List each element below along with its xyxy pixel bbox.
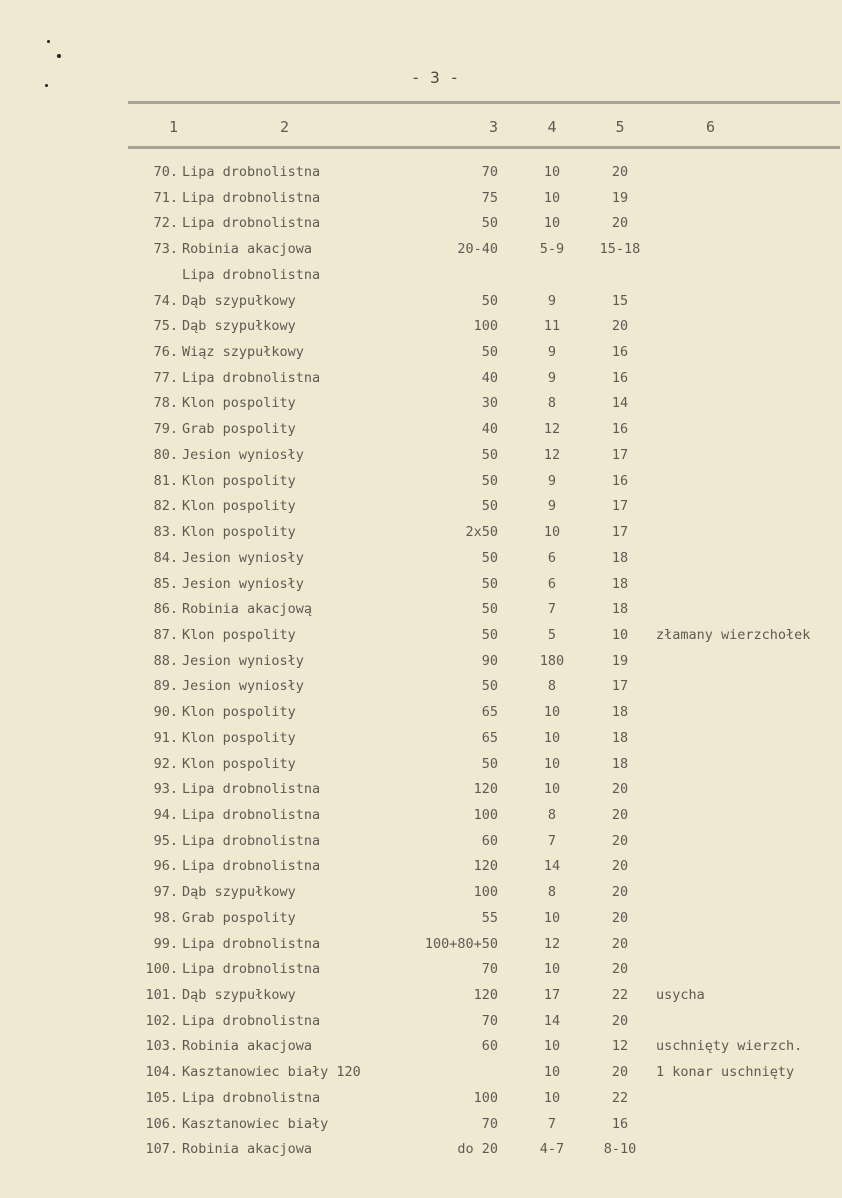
species-name: Jesion wyniosły — [182, 678, 304, 695]
col-3-value: 120 — [473, 781, 498, 798]
table-row — [0, 987, 842, 1009]
header-col-2: 2 — [280, 118, 290, 136]
species-name: Robinia akacjowa — [182, 1038, 313, 1055]
col-4-value: 10 — [543, 189, 561, 206]
col-4-value: 10 — [543, 164, 561, 180]
col-3-value: 40 — [481, 421, 498, 438]
species-name: Klon pospolity — [182, 524, 296, 541]
header-col-4: 4 — [547, 118, 557, 136]
table-header — [0, 118, 842, 140]
row-number: 92. — [153, 755, 178, 772]
row-number: 86. — [153, 601, 178, 618]
col-5-value: 20 — [611, 318, 629, 335]
row-number: 78. — [153, 395, 178, 412]
col-4-value: 7 — [547, 832, 557, 849]
species-name: Dąb szypułkowy — [182, 987, 296, 1004]
table-row — [0, 318, 842, 340]
col-5-value: 18 — [611, 549, 629, 566]
table-row — [0, 215, 842, 237]
table-row — [0, 653, 842, 675]
row-number: 97. — [153, 884, 178, 901]
table-row — [0, 1038, 842, 1060]
table-row — [0, 1064, 842, 1086]
col-4-value: 9 — [547, 472, 557, 489]
table-row — [0, 1141, 842, 1163]
col-4-value: 10 — [543, 781, 561, 798]
table-row — [0, 576, 842, 598]
row-number: 88. — [153, 652, 178, 669]
row-number: 94. — [153, 807, 178, 823]
species-name: Lipa drobnolistna — [182, 832, 321, 849]
col-4-value: 10 — [543, 1064, 561, 1081]
col-3-value: 50 — [481, 601, 498, 618]
row-number: 72. — [153, 215, 178, 232]
col-3-value: 70 — [481, 164, 498, 180]
row-number: 87. — [153, 626, 178, 643]
col-4-value: 9 — [547, 498, 557, 515]
col-3-value: 40 — [481, 369, 498, 386]
col-4-value: 14 — [543, 1012, 561, 1029]
species-name: Lipa drobnolistna — [182, 781, 321, 798]
remarks: złamany wierzchołek — [656, 626, 811, 643]
species-name: Kasztanowiec biały 120 — [182, 1064, 361, 1081]
species-name: Jesion wyniosły — [182, 652, 304, 669]
col-5-value: 20 — [611, 858, 629, 875]
row-number: 82. — [153, 498, 178, 515]
col-3-value: 30 — [481, 395, 498, 412]
col-4-value: 9 — [547, 292, 557, 309]
col-4-value: 5-9 — [539, 241, 565, 258]
row-number: 98. — [153, 909, 178, 926]
col-5-value: 18 — [611, 704, 629, 721]
col-3-value: 90 — [481, 652, 498, 669]
header-col-1: 1 — [168, 118, 178, 136]
col-3-value: 100+80+50 — [424, 935, 498, 952]
species-name: Lipa drobnolistna — [182, 369, 321, 386]
row-number: 107. — [145, 1141, 178, 1158]
row-number: 99. — [153, 935, 178, 952]
col-5-value: 20 — [611, 1012, 629, 1029]
col-5-value: 20 — [611, 884, 629, 901]
table-row — [0, 756, 842, 778]
row-number: 73. — [153, 241, 178, 258]
species-name: Grab pospolity — [182, 421, 296, 438]
row-number: 77. — [153, 369, 178, 386]
speck — [57, 54, 61, 58]
row-number: 81. — [153, 472, 178, 489]
col-3-value: 120 — [473, 858, 498, 875]
species-name: Lipa drobnolistna — [182, 164, 321, 180]
row-number: 95. — [153, 832, 178, 849]
table-row — [0, 1116, 842, 1138]
col-5-value: 16 — [611, 1115, 629, 1132]
species-name: Lipa drobnolistna — [182, 858, 321, 875]
table-row — [0, 241, 842, 263]
col-5-value: 20 — [611, 807, 629, 823]
table-row — [0, 884, 842, 906]
header-col-3: 3 — [488, 118, 498, 136]
col-4-value: 5 — [547, 626, 557, 643]
species-name: Lipa drobnolistna — [182, 215, 321, 232]
row-number: 83. — [153, 524, 178, 541]
col-3-value: 100 — [473, 1089, 498, 1106]
table-row — [0, 730, 842, 752]
species-name: Lipa drobnolistna — [182, 1089, 321, 1106]
col-5-value: 18 — [611, 729, 629, 746]
species-name: Klon pospolity — [182, 395, 296, 412]
col-4-value: 10 — [543, 961, 561, 978]
table-row — [0, 498, 842, 520]
species-name: Jesion wyniosły — [182, 446, 304, 463]
table-row — [0, 164, 842, 186]
remarks: 1 konar uschnięty — [656, 1064, 795, 1081]
table-row — [0, 524, 842, 546]
remarks: uschnięty wierzch. — [656, 1038, 803, 1055]
col-4-value: 11 — [543, 318, 561, 335]
col-5-value: 19 — [611, 652, 629, 669]
col-3-value: 50 — [481, 549, 498, 566]
col-5-value: 16 — [611, 421, 629, 438]
species-name: Lipa drobnolistna — [182, 1012, 321, 1029]
col-4-value: 8 — [547, 395, 557, 412]
row-number: 85. — [153, 575, 178, 592]
table-row — [0, 678, 842, 700]
row-number: 79. — [153, 421, 178, 438]
col-5-value: 17 — [611, 524, 629, 541]
col-4-value: 10 — [543, 524, 561, 541]
col-5-value: 12 — [611, 1038, 629, 1055]
row-number: 102. — [145, 1012, 178, 1029]
table-row — [0, 910, 842, 932]
col-3-value: 50 — [481, 215, 498, 232]
row-number: 74. — [153, 292, 178, 309]
col-5-value: 18 — [611, 601, 629, 618]
table-row — [0, 807, 842, 829]
table-header-rule — [128, 146, 840, 149]
col-4-value: 180 — [539, 652, 565, 669]
col-5-value: 18 — [611, 755, 629, 772]
col-4-value: 8 — [547, 807, 557, 823]
header-col-6: 6 — [706, 118, 716, 136]
col-5-value: 17 — [611, 446, 629, 463]
col-4-value: 10 — [543, 729, 561, 746]
row-number: 75. — [153, 318, 178, 335]
table-row — [0, 833, 842, 855]
col-3-value: 50 — [481, 344, 498, 361]
table-row — [0, 858, 842, 880]
col-3-value: 70 — [481, 1115, 498, 1132]
row-number: 105. — [145, 1089, 178, 1106]
col-3-value: 75 — [481, 189, 498, 206]
col-3-value: 20-40 — [457, 241, 498, 258]
col-4-value: 10 — [543, 1038, 561, 1055]
table-row — [0, 370, 842, 392]
col-4-value: 17 — [543, 987, 561, 1004]
table-row — [0, 1090, 842, 1112]
species-name: Robinia akacjowa — [182, 241, 313, 258]
row-number: 71. — [153, 189, 178, 206]
col-5-value: 20 — [611, 935, 629, 952]
col-4-value: 4-7 — [539, 1141, 565, 1158]
col-5-value: 16 — [611, 369, 629, 386]
species-name: Dąb szypułkowy — [182, 292, 296, 309]
species-name: Klon pospolity — [182, 472, 296, 489]
species-name: Klon pospolity — [182, 729, 296, 746]
col-4-value: 7 — [547, 601, 557, 618]
speck — [47, 40, 50, 43]
col-4-value: 6 — [547, 549, 557, 566]
col-5-value: 19 — [611, 189, 629, 206]
col-3-value: 70 — [481, 961, 498, 978]
col-3-value: 55 — [481, 909, 498, 926]
col-4-value: 6 — [547, 575, 557, 592]
col-5-value: 20 — [611, 832, 629, 849]
col-5-value: 15-18 — [599, 241, 641, 258]
col-4-value: 10 — [543, 909, 561, 926]
col-3-value: 120 — [473, 987, 498, 1004]
species-name: Jesion wyniosły — [182, 575, 304, 592]
row-number: 90. — [153, 704, 178, 721]
col-5-value: 20 — [611, 164, 629, 180]
col-5-value: 20 — [611, 961, 629, 978]
table-top-rule — [128, 101, 840, 104]
col-4-value: 12 — [543, 446, 561, 463]
species-name: Jesion wyniosły — [182, 549, 304, 566]
col-3-value: 100 — [473, 884, 498, 901]
row-number: 70. — [153, 164, 178, 180]
col-3-value: 65 — [481, 704, 498, 721]
col-3-value: 100 — [473, 318, 498, 335]
row-number: 89. — [153, 678, 178, 695]
species-name: Robinia akacjową — [182, 601, 313, 618]
col-5-value: 22 — [611, 987, 629, 1004]
row-number: 104. — [145, 1064, 178, 1081]
table-row — [0, 601, 842, 623]
col-3-value: 70 — [481, 1012, 498, 1029]
col-5-value: 17 — [611, 678, 629, 695]
species-name: Kasztanowiec biały — [182, 1115, 329, 1132]
col-3-value: 50 — [481, 678, 498, 695]
row-number: 84. — [153, 549, 178, 566]
col-5-value: 16 — [611, 344, 629, 361]
table-row — [0, 961, 842, 983]
species-name: Wiąz szypułkowy — [182, 344, 304, 361]
speck — [45, 84, 48, 87]
species-name: Robinia akacjowa — [182, 1141, 313, 1158]
table-row — [0, 447, 842, 469]
table-row — [0, 267, 842, 289]
table-row — [0, 781, 842, 803]
row-number: 76. — [153, 344, 178, 361]
col-3-value: 50 — [481, 755, 498, 772]
col-3-value: 50 — [481, 472, 498, 489]
species-name: Lipa drobnolistna — [182, 807, 321, 823]
remarks: usycha — [656, 987, 705, 1004]
col-3-value: 100 — [473, 807, 498, 823]
table-row — [0, 704, 842, 726]
col-4-value: 12 — [543, 935, 561, 952]
table-row — [0, 421, 842, 443]
species-name: Dąb szypułkowy — [182, 884, 296, 901]
col-5-value: 20 — [611, 909, 629, 926]
row-number: 106. — [145, 1115, 178, 1132]
col-3-value: 65 — [481, 729, 498, 746]
header-col-5: 5 — [615, 118, 625, 136]
col-3-value: 2x50 — [465, 524, 498, 541]
species-name: Lipa drobnolistna — [182, 935, 321, 952]
row-number: 100. — [145, 961, 178, 978]
col-5-value: 22 — [611, 1089, 629, 1106]
table-row — [0, 1013, 842, 1035]
table-row — [0, 473, 842, 495]
species-name: Lipa drobnolistna — [182, 266, 321, 283]
table-row — [0, 936, 842, 958]
col-5-value: 17 — [611, 498, 629, 515]
row-number: 103. — [145, 1038, 178, 1055]
col-3-value: 60 — [481, 1038, 498, 1055]
species-name: Lipa drobnolistna — [182, 961, 321, 978]
species-name: Lipa drobnolistna — [182, 189, 321, 206]
col-4-value: 10 — [543, 755, 561, 772]
col-4-value: 8 — [547, 884, 557, 901]
table-row — [0, 190, 842, 212]
species-name: Grab pospolity — [182, 909, 296, 926]
species-name: Dąb szypułkowy — [182, 318, 296, 335]
col-4-value: 12 — [543, 421, 561, 438]
col-4-value: 7 — [547, 1115, 557, 1132]
table-row — [0, 627, 842, 649]
col-3-value: 50 — [481, 575, 498, 592]
col-4-value: 10 — [543, 1089, 561, 1106]
col-5-value: 14 — [611, 395, 629, 412]
species-name: Klon pospolity — [182, 755, 296, 772]
page-number: - 3 - — [410, 68, 460, 87]
col-3-value: 50 — [481, 292, 498, 309]
col-4-value: 8 — [547, 678, 557, 695]
table-row — [0, 293, 842, 315]
row-number: 101. — [145, 987, 178, 1004]
col-5-value: 8-10 — [603, 1141, 637, 1158]
row-number: 96. — [153, 858, 178, 875]
col-5-value: 20 — [611, 781, 629, 798]
species-name: Klon pospolity — [182, 498, 296, 515]
col-5-value: 18 — [611, 575, 629, 592]
col-3-value: do 20 — [457, 1141, 498, 1158]
species-name: Klon pospolity — [182, 704, 296, 721]
table-row — [0, 550, 842, 572]
row-number: 91. — [153, 729, 178, 746]
col-4-value: 14 — [543, 858, 561, 875]
col-5-value: 20 — [611, 1064, 629, 1081]
col-5-value: 20 — [611, 215, 629, 232]
col-3-value: 50 — [481, 626, 498, 643]
col-5-value: 16 — [611, 472, 629, 489]
col-5-value: 10 — [611, 626, 629, 643]
col-3-value: 50 — [481, 446, 498, 463]
row-number: 93. — [153, 781, 178, 798]
col-4-value: 10 — [543, 704, 561, 721]
species-name: Klon pospolity — [182, 626, 296, 643]
table-row — [0, 395, 842, 417]
col-4-value: 9 — [547, 344, 557, 361]
col-3-value: 50 — [481, 498, 498, 515]
table-row — [0, 344, 842, 366]
col-4-value: 9 — [547, 369, 557, 386]
col-4-value: 10 — [543, 215, 561, 232]
col-5-value: 15 — [611, 292, 629, 309]
col-3-value: 60 — [481, 832, 498, 849]
row-number: 80. — [153, 446, 178, 463]
